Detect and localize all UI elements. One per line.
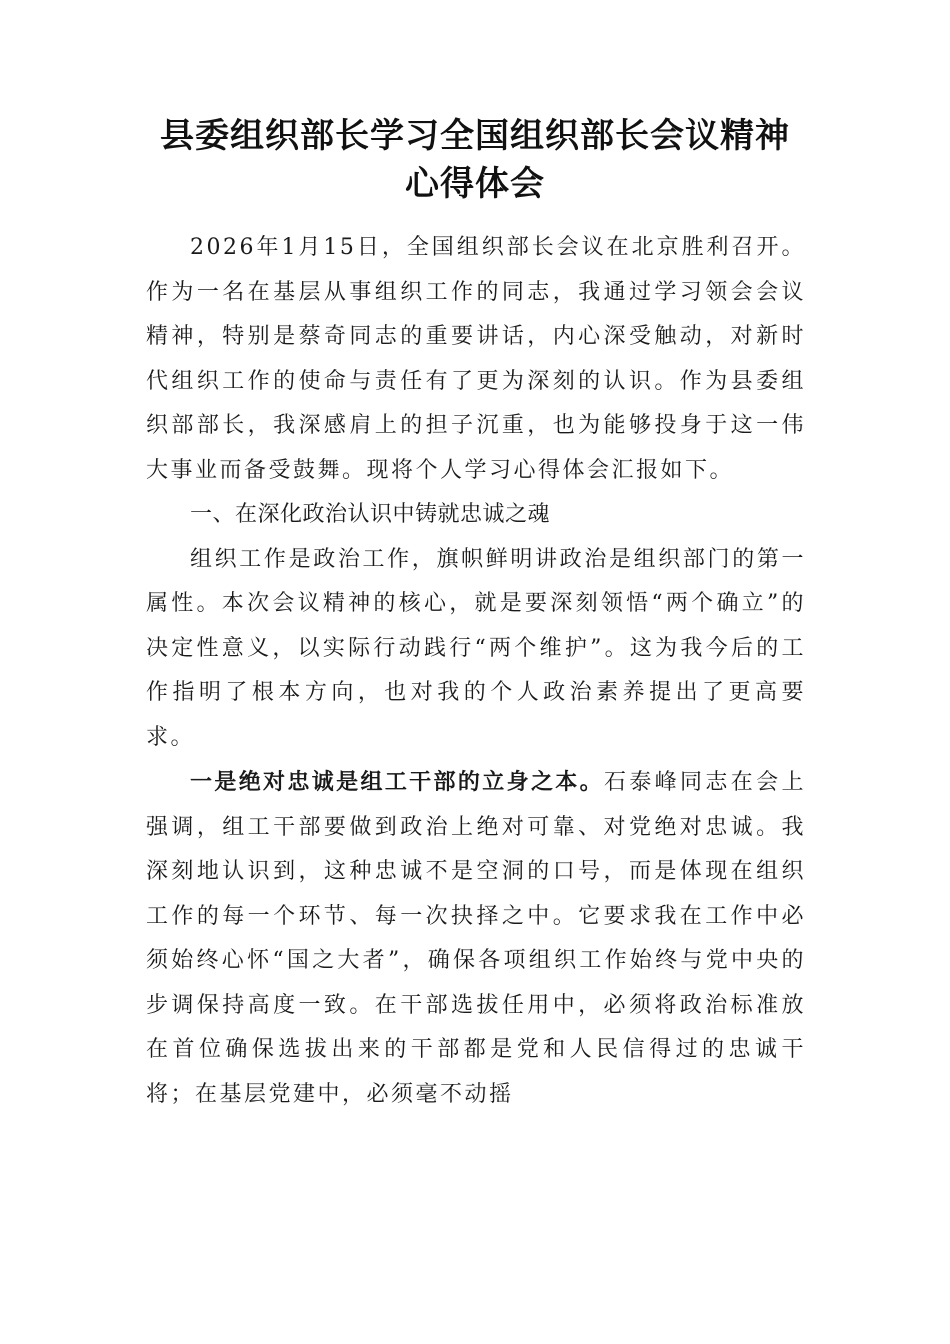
title-line-2: 心得体会: [405, 164, 545, 204]
title-line-1: 县委组织部长学习全国组织部长会议精神: [160, 116, 790, 156]
section-heading-1: 一、在深化政治认识中铸就忠诚之魂: [190, 502, 551, 527]
section1-paragraph: 组织工作是政治工作，旗帜鲜明讲政治是组织部门的第一属性。本次会议精神的核心，就是要深刻领悟“两个确立”的决定性意义，以实际行动践行“两个维护”。这为我今后的工作指明了根本方向，也对我的个人政治素养提出了更高要求。: [146, 546, 806, 750]
point1-text: 石泰峰同志在会上强调，组工干部要做到政治上绝对可靠、对党绝对忠诚。我深刻地认识到，这种忠诚不是空洞的口号，而是体现在组织工作的每一个环节、每一次抉择之中。它要求我在工作中必须始终心怀“国之大者”，确保各项组织工作始终与党中央的步调保持高度一致。在干部选拔任用中，必须将政治标准放在首位确保选拔出来的干部都是党和人民信得过的忠诚干将；在基层党建中，必须毫不动摇: [146, 770, 806, 1107]
intro-paragraph: 2026年1月15日，全国组织部长会议在北京胜利召开。作为一名在基层从事组织工作的同志，我通过学习领会会议精神，特别是蔡奇同志的重要讲话，内心深受触动，对新时代组织工作的使命与责任有了更为深刻的认识。作为县委组织部部长，我深感肩上的担子沉重，也为能够投身于这一伟大事业而备受鼓舞。现将个人学习心得体会汇报如下。: [146, 235, 806, 483]
document-title: [140, 112, 810, 208]
point1-lead: 一是绝对忠诚是组工干部的立身之本。: [190, 769, 604, 795]
point1-paragraph: [146, 760, 806, 1117]
document-body: [146, 226, 806, 1117]
